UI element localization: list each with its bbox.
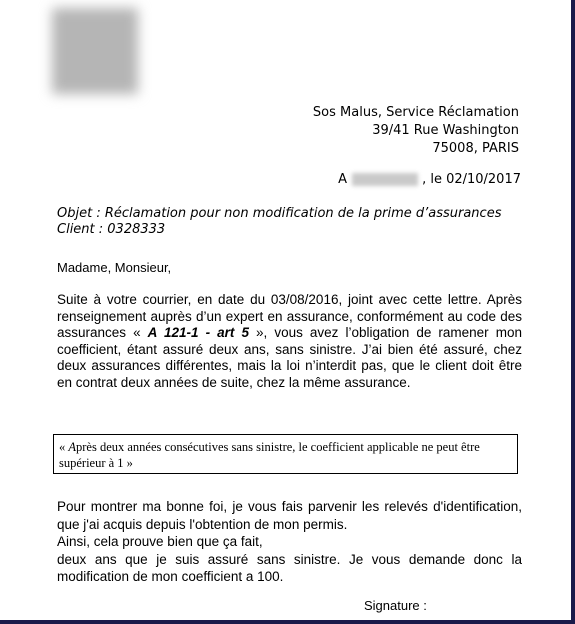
quote-open: « xyxy=(59,440,69,454)
paragraph-2-line1: Pour montrer ma bonne foi, je vous fais parvenir les relevés d'identification, que j'ai acquis depuis l'obtention de mon permis. xyxy=(57,499,522,532)
recipient-name: Sos Malus, Service Réclamation xyxy=(312,105,519,120)
signature-label: Signature : xyxy=(364,598,427,613)
salutation: Madame, Monsieur, xyxy=(57,260,172,275)
subject-block xyxy=(57,206,501,238)
recipient-address xyxy=(313,104,519,158)
subject-line: Objet : Réclamation pour non modification de la prime d’assurances xyxy=(57,206,502,221)
paragraph-1-part2: », vous avez l’obligation de ramener mon coefficient, étant assuré deux ans, sans sinistre. J’ai bien été assuré, chez deux assurances différentes, mais la loi n’interdit pas, que le client doit être en contrat deux années de suite, chez la même assurance. xyxy=(57,325,523,390)
recipient-city: 75008, PARIS xyxy=(432,141,519,156)
client-number: Client : 0328333 xyxy=(57,222,166,237)
paragraph-1 xyxy=(57,292,522,391)
blurred-sender-logo xyxy=(52,8,138,94)
paragraph-2-line3: deux ans que je suis assuré sans sinistre. Je vous demande donc la modification de mon coefficient a 100. xyxy=(57,551,522,584)
dateline xyxy=(338,172,521,187)
quote-first-letter: A xyxy=(68,440,77,454)
law-quote-box xyxy=(53,434,518,474)
dateline-prefix: A xyxy=(338,172,348,187)
paragraph-1-part1: Suite à votre courrier, en date du 03/08/2016, joint avec cette lettre. Après renseignement auprès d’un expert en assurance, conformément au code des assurances « xyxy=(57,292,522,340)
redacted-city xyxy=(352,173,418,186)
recipient-street: 39/41 Rue Washington xyxy=(372,123,519,138)
article-reference: A 121-1 - art 5 xyxy=(147,325,249,340)
dateline-date: , le 02/10/2017 xyxy=(422,172,521,187)
paragraph-2-line2: Ainsi, cela prouve bien que ça fait, xyxy=(57,534,263,549)
quote-text: près deux années consécutives sans sinistre, le coefficient applicable ne peut être supérieur à 1 » xyxy=(59,440,480,470)
paragraph-2 xyxy=(57,498,522,586)
